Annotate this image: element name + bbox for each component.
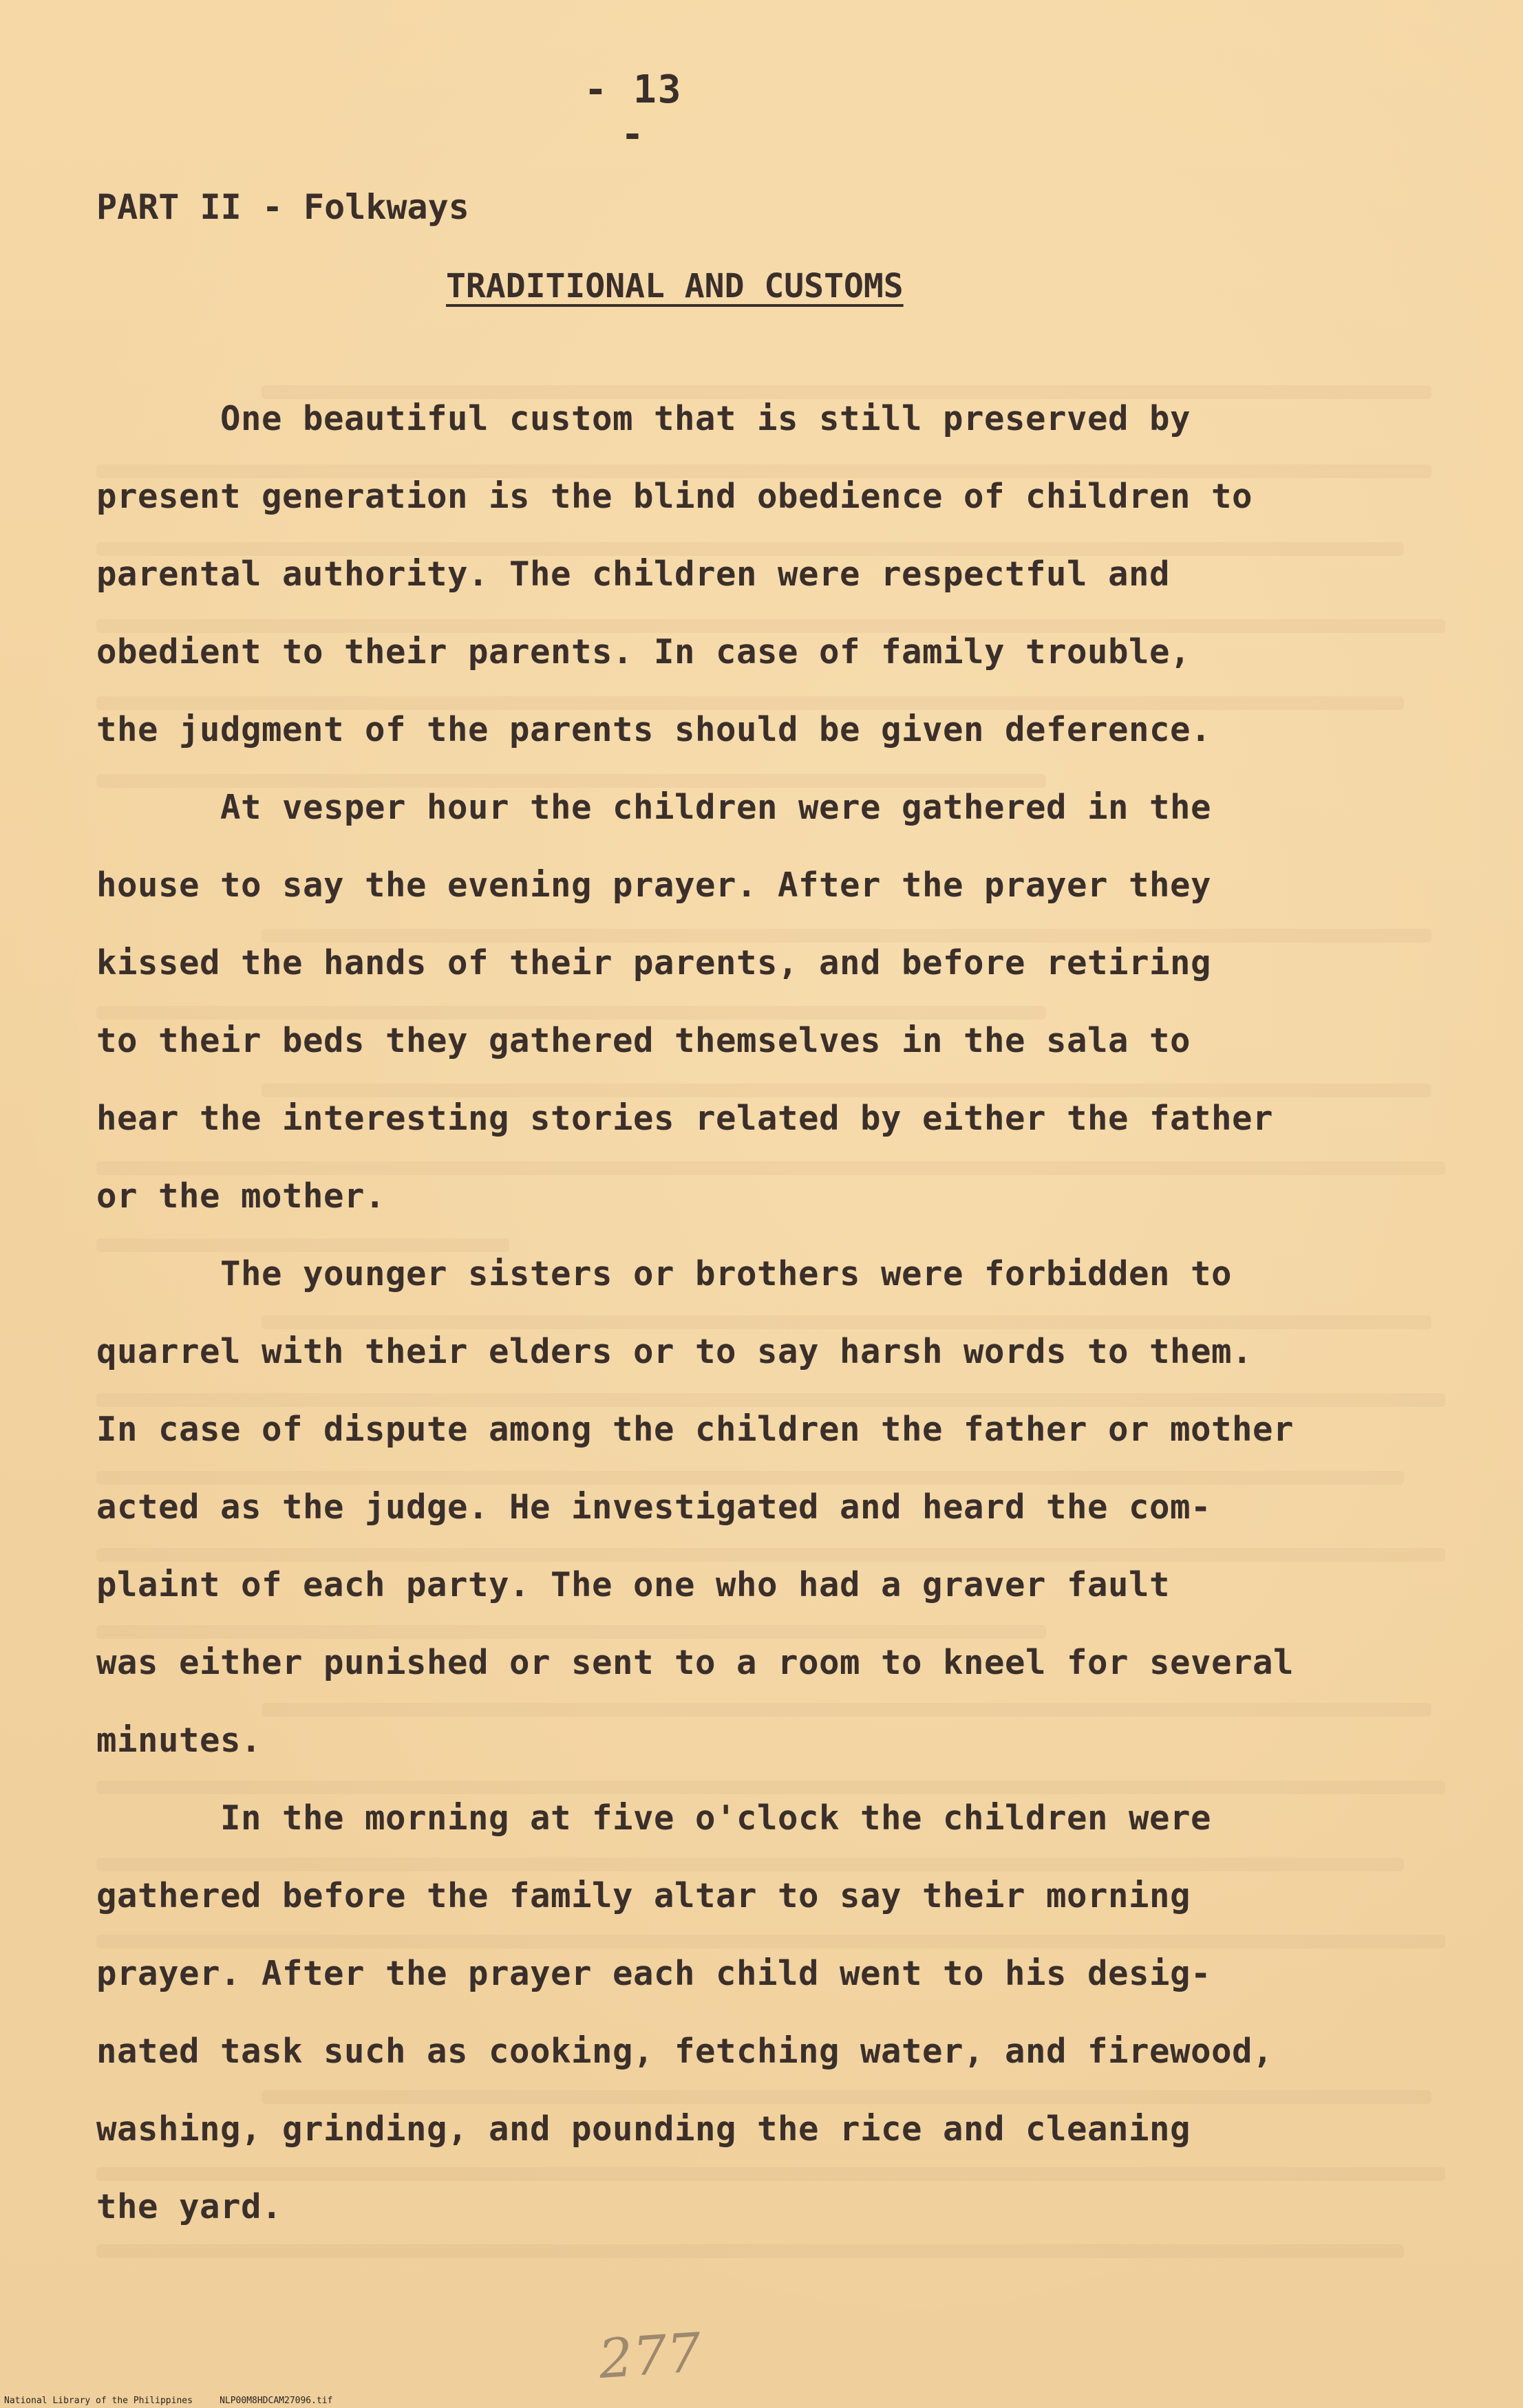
handwritten-page-mark: 277	[597, 2321, 703, 2391]
body-line: The younger sisters or brothers were forbidden to	[96, 1254, 1233, 1293]
body-line: nated task such as cooking, fetching water, and firewood,	[96, 2032, 1274, 2071]
body-line: At vesper hour the children were gathered in the	[96, 788, 1212, 827]
body-line: quarrel with their elders or to say harsh words to them.	[96, 1332, 1253, 1371]
body-line: minutes.	[96, 1721, 262, 1760]
body-line: the judgment of the parents should be given deference.	[96, 710, 1212, 749]
body-line: acted as the judge. He investigated and heard the com-	[96, 1487, 1212, 1527]
body-line: In the morning at five o'clock the children were	[96, 1798, 1212, 1838]
body-line: One beautiful custom that is still preserved by	[96, 399, 1191, 438]
body-line: washing, grinding, and pounding the rice and cleaning	[96, 2109, 1191, 2149]
bleed-through-line	[96, 2244, 1404, 2258]
part-heading: PART II - Folkways	[96, 187, 469, 227]
archive-footer: National Library of the Philippines NLP00M8HDCAM27096.tif	[4, 2396, 333, 2406]
section-title: TRADITIONAL AND CUSTOMS	[446, 267, 904, 305]
body-line: or the mother.	[96, 1176, 386, 1216]
body-line: to their beds they gathered themselves in the sala to	[96, 1021, 1191, 1060]
body-line: was either punished or sent to a room to kneel for several	[96, 1643, 1295, 1682]
body-line: house to say the evening prayer. After the prayer they	[96, 866, 1212, 905]
body-line: In case of dispute among the children the father or mother	[96, 1410, 1295, 1449]
body-text	[96, 380, 1445, 2246]
body-line: gathered before the family altar to say their morning	[96, 1876, 1191, 1915]
body-line: kissed the hands of their parents, and before retiring	[96, 943, 1212, 982]
body-line: parental authority. The children were respectful and	[96, 555, 1171, 594]
body-line: present generation is the blind obedience of children to	[96, 477, 1253, 516]
body-line: prayer. After the prayer each child went to his desig-	[96, 1954, 1212, 1993]
body-line: the yard.	[96, 2187, 283, 2226]
body-line: obedient to their parents. In case of family trouble,	[96, 632, 1191, 671]
body-line: hear the interesting stories related by either the father	[96, 1099, 1274, 1138]
body-line: plaint of each party. The one who had a graver fault	[96, 1565, 1171, 1604]
page-number: - 13 -	[584, 67, 683, 157]
